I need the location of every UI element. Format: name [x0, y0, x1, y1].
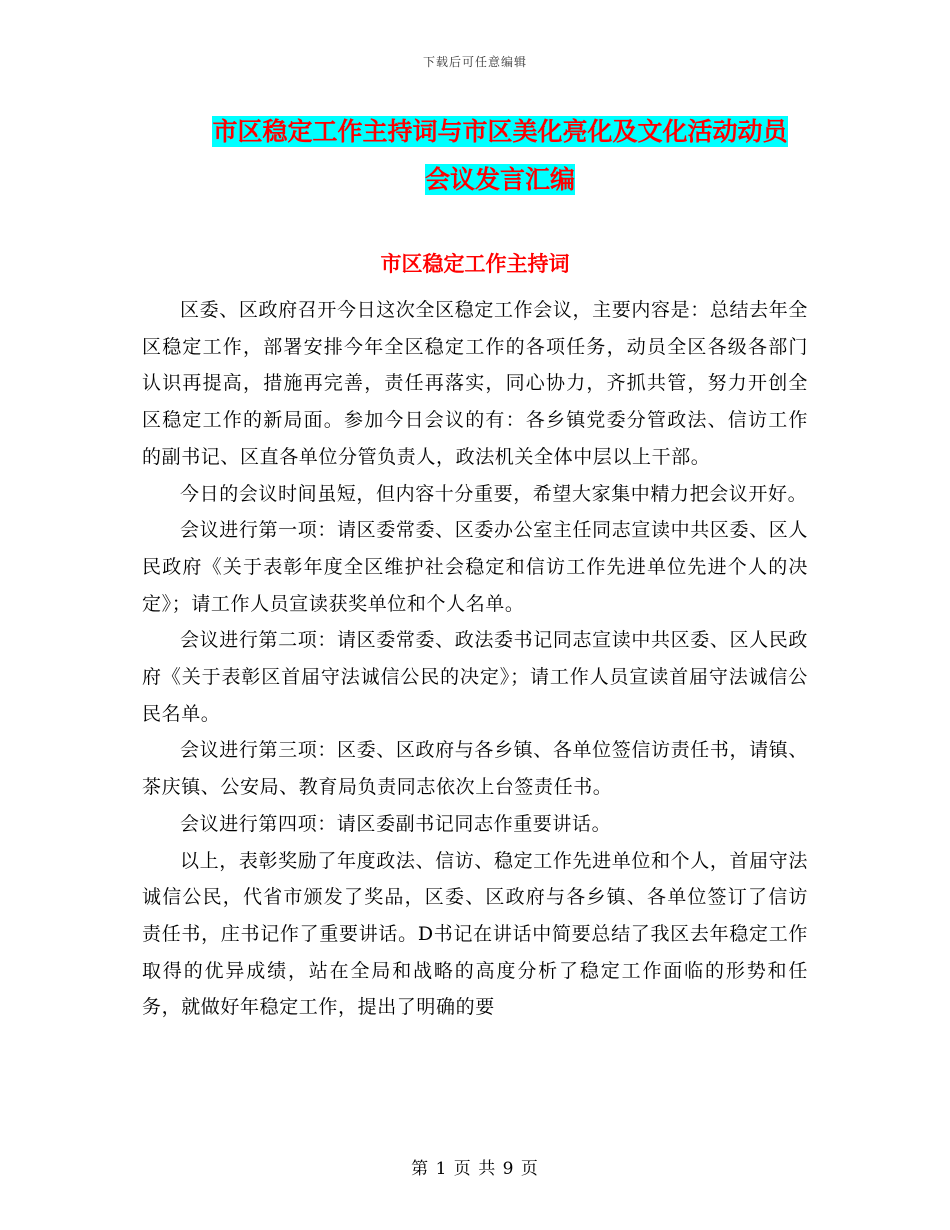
header-note: 下载后可任意编辑	[422, 55, 527, 69]
paragraph: 今日的会议时间虽短，但内容十分重要，希望大家集中精力把会议开好。	[180, 482, 808, 505]
paragraph: 区委、区政府召开今日这次全区稳定工作会议，主要内容是：总结去年全区稳定工作，部署安排今年全区稳定工作的各项任务，动员全区各级各部门认识再提高，措施再完善，责任再落实，同心协力，齐抓共管，努力开创全区稳定工作的新局面。参加今日会议的有：各乡镇党委分管政法、信访工作的副书记、区直各单位分管负责人，政法机关全体中层以上干部。	[142, 299, 808, 468]
paragraph: 会议进行第四项：请区委副书记同志作重要讲话。	[180, 812, 612, 835]
document-title-line-2: 会议发言汇编	[424, 165, 575, 194]
document-title-line-1: 市区稳定工作主持词与市区美化亮化及文化活动动员	[212, 117, 788, 146]
paragraph: 会议进行第三项：区委、区政府与各乡镇、各单位签信访责任书，请镇、茶庆镇、公安局、教育局负责同志依次上台签责任书。	[142, 739, 808, 799]
paragraph: 会议进行第一项：请区委常委、区委办公室主任同志宣读中共区委、区人民政府《关于表彰年度全区维护社会稳定和信访工作先进单位先进个人的决定》；请工作人员宣读获奖单位和个人名单。	[142, 519, 808, 615]
document-title	[160, 108, 840, 204]
page-footer: 第 1 页 共 9 页	[411, 1159, 539, 1179]
section-heading: 市区稳定工作主持词	[380, 252, 570, 276]
paragraph: 以上，表彰奖励了年度政法、信访、稳定工作先进单位和个人，首届守法诚信公民，代省市颁发了奖品，区委、区政府与各乡镇、各单位签订了信访责任书，庄书记作了重要讲话。D书记在讲话中简要总结了我区去年稳定工作取得的优异成绩，站在全局和战略的高度分析了稳定工作面临的形势和任务，就做好年稳定工作，提出了明确的要	[142, 849, 808, 1019]
paragraph: 会议进行第二项：请区委常委、政法委书记同志宣读中共区委、区人民政府《关于表彰区首届守法诚信公民的决定》；请工作人员宣读首届守法诚信公民名单。	[142, 629, 808, 725]
body-text	[142, 292, 808, 1026]
